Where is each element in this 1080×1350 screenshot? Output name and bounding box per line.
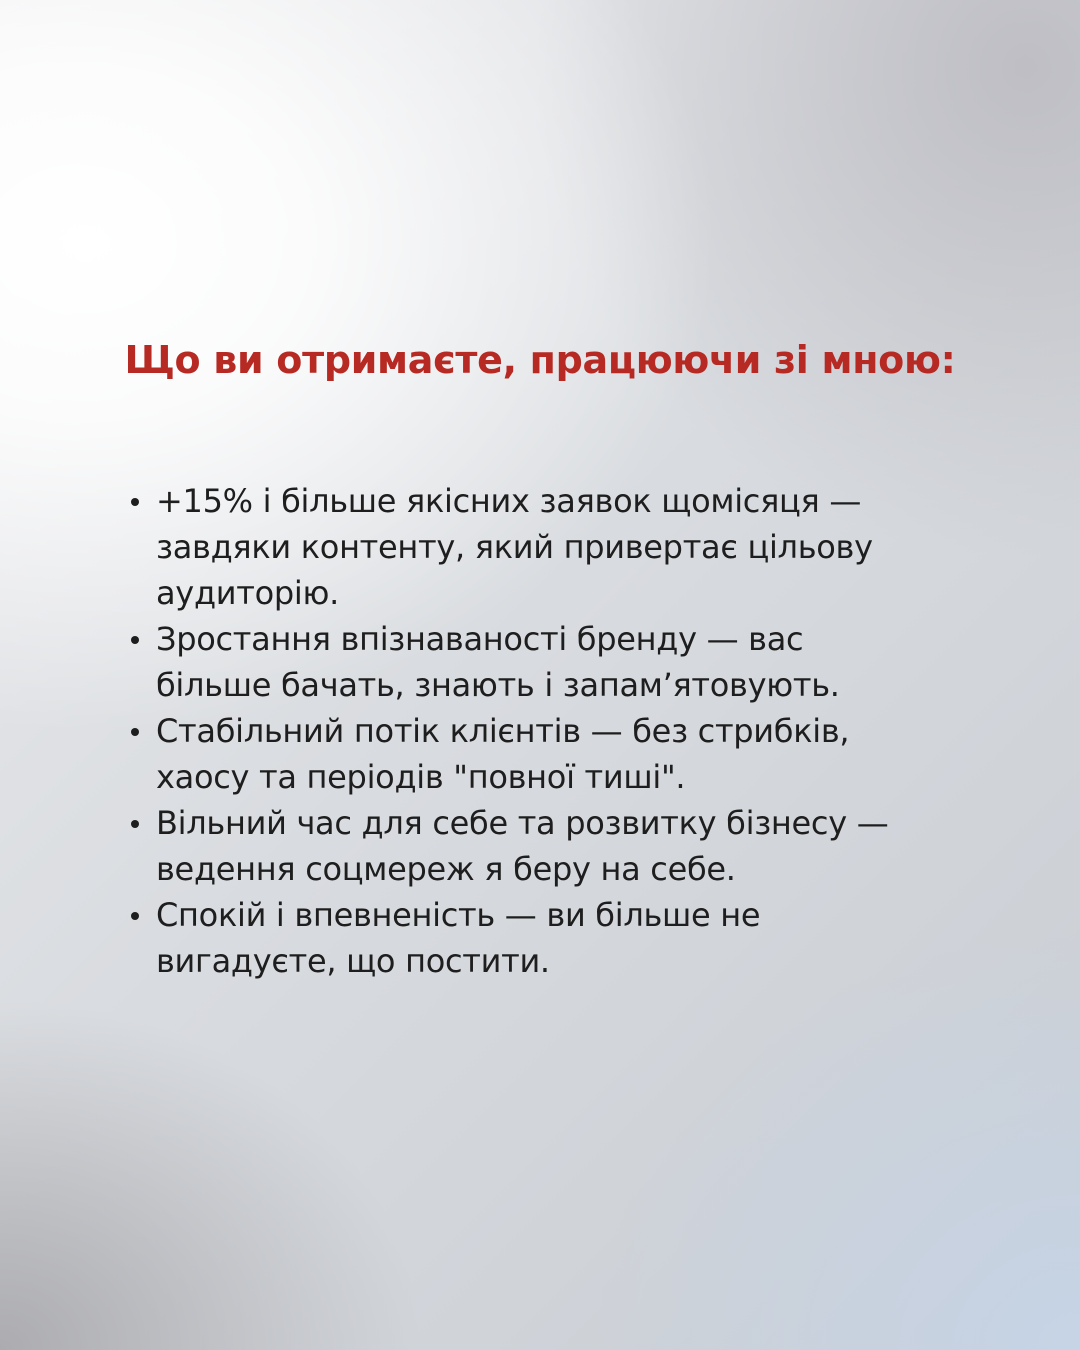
list-item-line: більше бачать, знають і запам’ятовують. [156, 666, 840, 704]
benefits-list [126, 478, 966, 984]
list-item [126, 478, 966, 616]
list-item-line: Спокій і впевненість — ви більше не [156, 896, 761, 934]
list-item-line: Вільний час для себе та розвитку бізнесу — [156, 804, 889, 842]
list-item-line: Зростання впізнаваності бренду — вас [156, 620, 804, 658]
list-item [126, 800, 966, 892]
list-item-line: хаосу та періодів "повної тиші". [156, 758, 686, 796]
list-item-line: ведення соцмереж я беру на себе. [156, 850, 736, 888]
list-item-line: завдяки контенту, який привертає цільову [156, 528, 873, 566]
list-item-line: аудиторію. [156, 574, 340, 612]
list-item [126, 892, 966, 984]
list-item-line: Стабільний потік клієнтів — без стрибків, [156, 712, 850, 750]
bullet-icon [131, 912, 139, 920]
bullet-icon [131, 498, 139, 506]
bullet-icon [131, 636, 139, 644]
list-item-line: вигадуєте, що постити. [156, 942, 550, 980]
list-item [126, 708, 966, 800]
bullet-icon [131, 820, 139, 828]
list-item [126, 616, 966, 708]
bullet-icon [131, 728, 139, 736]
list-item-line: +15% і більше якісних заявок щомісяця — [156, 482, 862, 520]
page-title: Що ви отримаєте, працюючи зі мною: [124, 338, 956, 382]
